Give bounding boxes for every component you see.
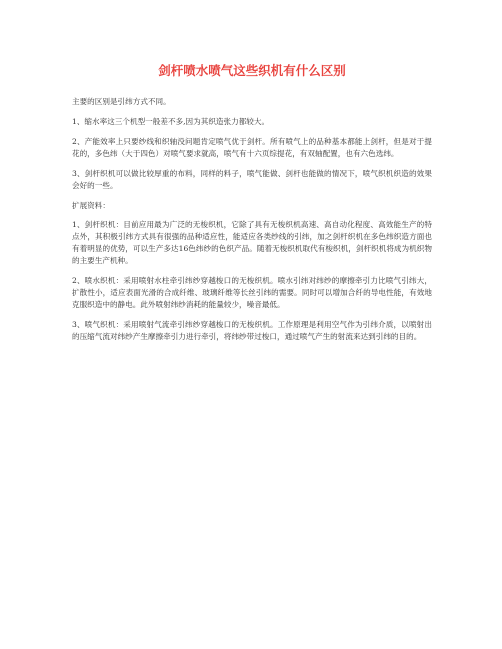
document-title: 剑杆喷水喷气这些织机有什么区别 [158, 63, 346, 78]
paragraph-air-jet-loom: 3、喷气织机：采用喷射气流牵引纬纱穿越梭口的无梭织机。工作原理是利用空气作为引纬介质，以喷射出的压缩气流对纬纱产生摩擦牵引力进行牵引，将纬纱带过梭口，通过喷气产生的射流来达到引纬的目的。 [72, 320, 432, 341]
document-page [72, 62, 432, 351]
paragraph-extended-heading: 扩展资料： [72, 201, 110, 210]
paragraph-water-jet-loom: 2、喷水织机：采用喷射水柱牵引纬纱穿越梭口的无梭织机。喷水引纬对纬纱的摩擦牵引力比喷气引纬大，扩散性小，适应表面光滑的合成纤维、玻璃纤维等长丝引纬的需要。同时可以增加合纤的导电性能，有效地克服织造中的静电。此外喷射纬纱消耗的能量较少，噪音最低。 [72, 276, 432, 309]
paragraph-shrinkage: 1、缩水率这三个机型一般差不多,因为其织造张力都较大。 [72, 117, 270, 126]
paragraph-efficiency: 2、产能效率上只要纱线和织轴没问题肯定喷气优于剑杆。所有喷气上的品种基本都能上剑杆，但是对于提花的，多色纬（大于四色）对喷气要求就高，喷气有十六页综提花，有双轴配置，也有六色选纬。 [72, 137, 432, 158]
paragraph-rapier-loom: 1、剑杆织机：目前应用最为广泛的无梭织机，它除了具有无梭织机高速、高自动化程度、高效能生产的特点外，其积极引纬方式具有很强的品种适应性，能适应各类纱线的引纬，加之剑杆织机在多色纬织造方面也有着明显的优势，可以生产多达16色纬纱的色织产品。随着无梭织机取代有梭织机，剑杆织机将成为机织物的主要生产机种。 [72, 220, 432, 265]
paragraph-rapier-fabric: 3、剑杆织机可以做比较厚重的布料，同样的料子，喷气能做、剑杆也能做的情况下，喷气织机织造的效果会好的一些。 [72, 169, 432, 190]
paragraph-main-difference: 主要的区别是引纬方式不同。 [72, 97, 171, 106]
